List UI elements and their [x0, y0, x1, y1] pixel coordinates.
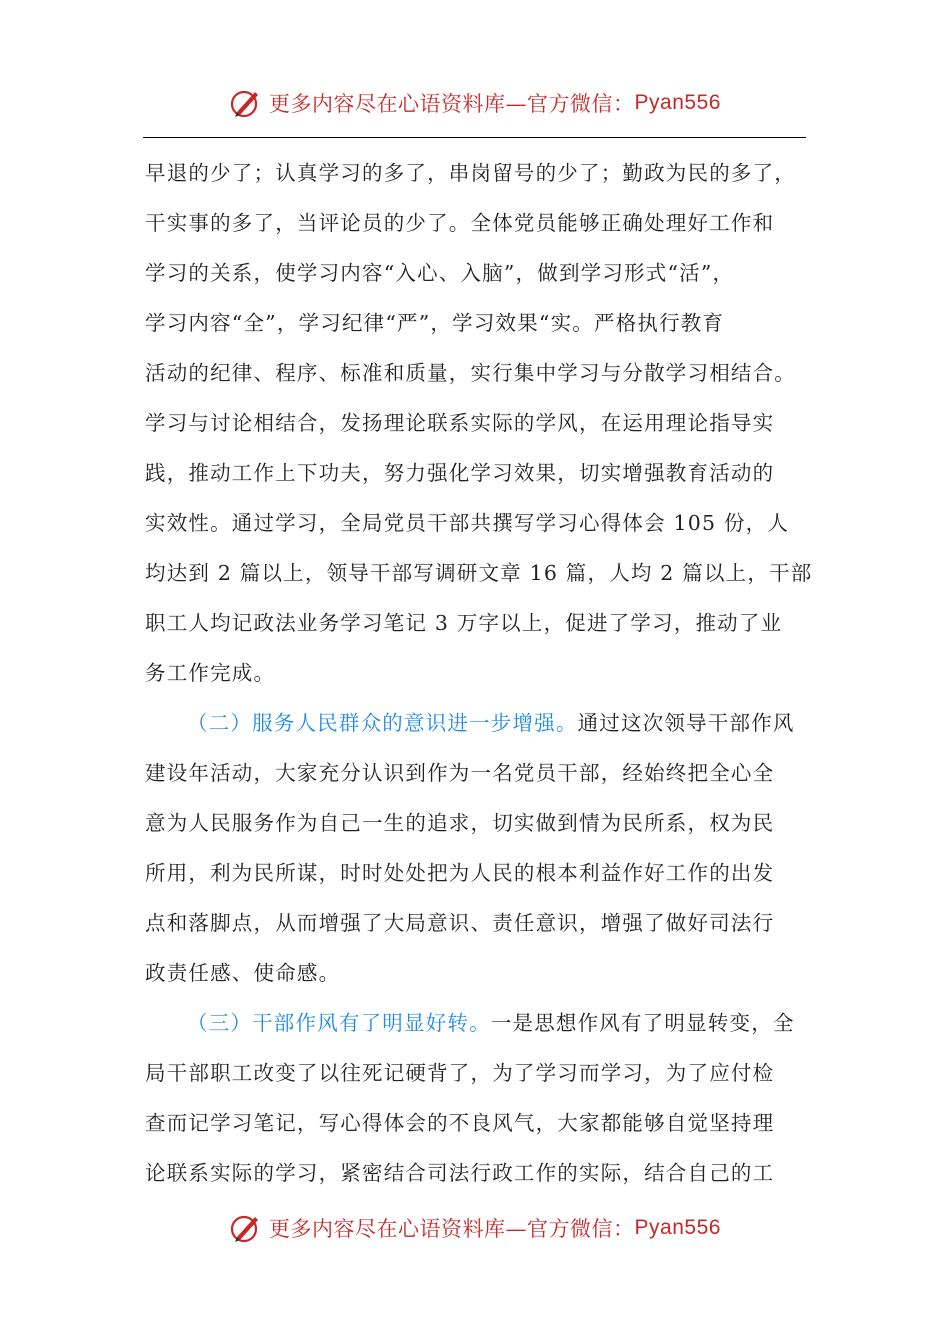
text-line: 学习的关系，使学习内容“入心、入脑”，做到学习形式“活”，	[145, 261, 735, 285]
banner-text: 更多内容尽在心语资料库—官方微信：	[269, 92, 635, 116]
text-line: 点和落脚点，从而增强了大局意识、责任意识，增强了做好司法行	[145, 911, 775, 935]
text-line: 意为人民服务作为自己一生的追求，切实做到情为民所系，权为民	[145, 811, 775, 835]
text-line	[145, 998, 809, 1048]
text-line	[145, 698, 809, 748]
text-line: 早退的少了；认真学习的多了，串岗留号的少了；勤政为民的多了，	[145, 161, 796, 185]
text-line: 职工人均记政法业务学习笔记 3 万字以上，促进了学习，推动了业	[145, 611, 783, 635]
text-line: 干实事的多了，当评论员的少了。全体党员能够正确处理好工作和	[145, 211, 775, 235]
text-line: 局干部职工改变了以往死记硬背了，为了学习而学习，为了应付检	[145, 1061, 775, 1085]
text-line: 活动的纪律、程序、标准和质量，实行集中学习与分散学习相结合。	[145, 361, 796, 385]
paragraph-1	[145, 148, 813, 698]
text-line: 实效性。通过学习，全局党员干部共撰写学习心得体会 105 份，人	[145, 511, 790, 535]
banner-text: 更多内容尽在心语资料库—官方微信：	[269, 1217, 635, 1241]
pen-circle-logo-icon	[229, 1211, 263, 1245]
paragraph-3	[145, 998, 809, 1198]
text-line: 建设年活动，大家充分认识到作为一名党员干部，经始终把全心全	[145, 761, 775, 785]
text-line: 所用，利为民所谋，时时处处把为人民的根本利益作好工作的出发	[145, 861, 775, 885]
text-line: 均达到 2 篇以上，领导干部写调研文章 16 篇，人均 2 篇以上，干部	[145, 561, 813, 585]
text-line: 查而记学习笔记，写心得体会的不良风气，大家都能够自觉坚持理	[145, 1111, 775, 1135]
footer-banner	[0, 1208, 950, 1248]
text-line: 学习与讨论相结合，发扬理论联系实际的学风，在运用理论指导实	[145, 411, 775, 435]
text-line: 政责任感、使命感。	[145, 961, 341, 985]
text-run: 通过这次领导干部作风	[577, 711, 795, 735]
header-divider	[143, 137, 806, 138]
text-line: 践，推动工作上下功夫，努力强化学习效果，切实增强教育活动的	[145, 461, 775, 485]
paragraph-2	[145, 698, 809, 998]
section-heading: （三）干部作风有了明显好转。	[187, 1011, 491, 1035]
text-run: 一是思想作风有了明显转变，全	[490, 1011, 795, 1035]
banner-wechat-id: Pyan556	[634, 91, 721, 114]
pen-circle-logo-icon	[229, 86, 263, 120]
header-banner	[0, 83, 950, 123]
section-heading: （二）服务人民群众的意识进一步增强。	[187, 711, 578, 735]
text-line: 论联系实际的学习，紧密结合司法行政工作的实际，结合自己的工	[145, 1161, 775, 1185]
banner-wechat-id: Pyan556	[634, 1216, 721, 1239]
text-line: 务工作完成。	[145, 661, 276, 685]
text-line: 学习内容“全”，学习纪律“严”，学习效果“实。严格执行教育	[145, 311, 725, 335]
document-body	[145, 148, 813, 1198]
